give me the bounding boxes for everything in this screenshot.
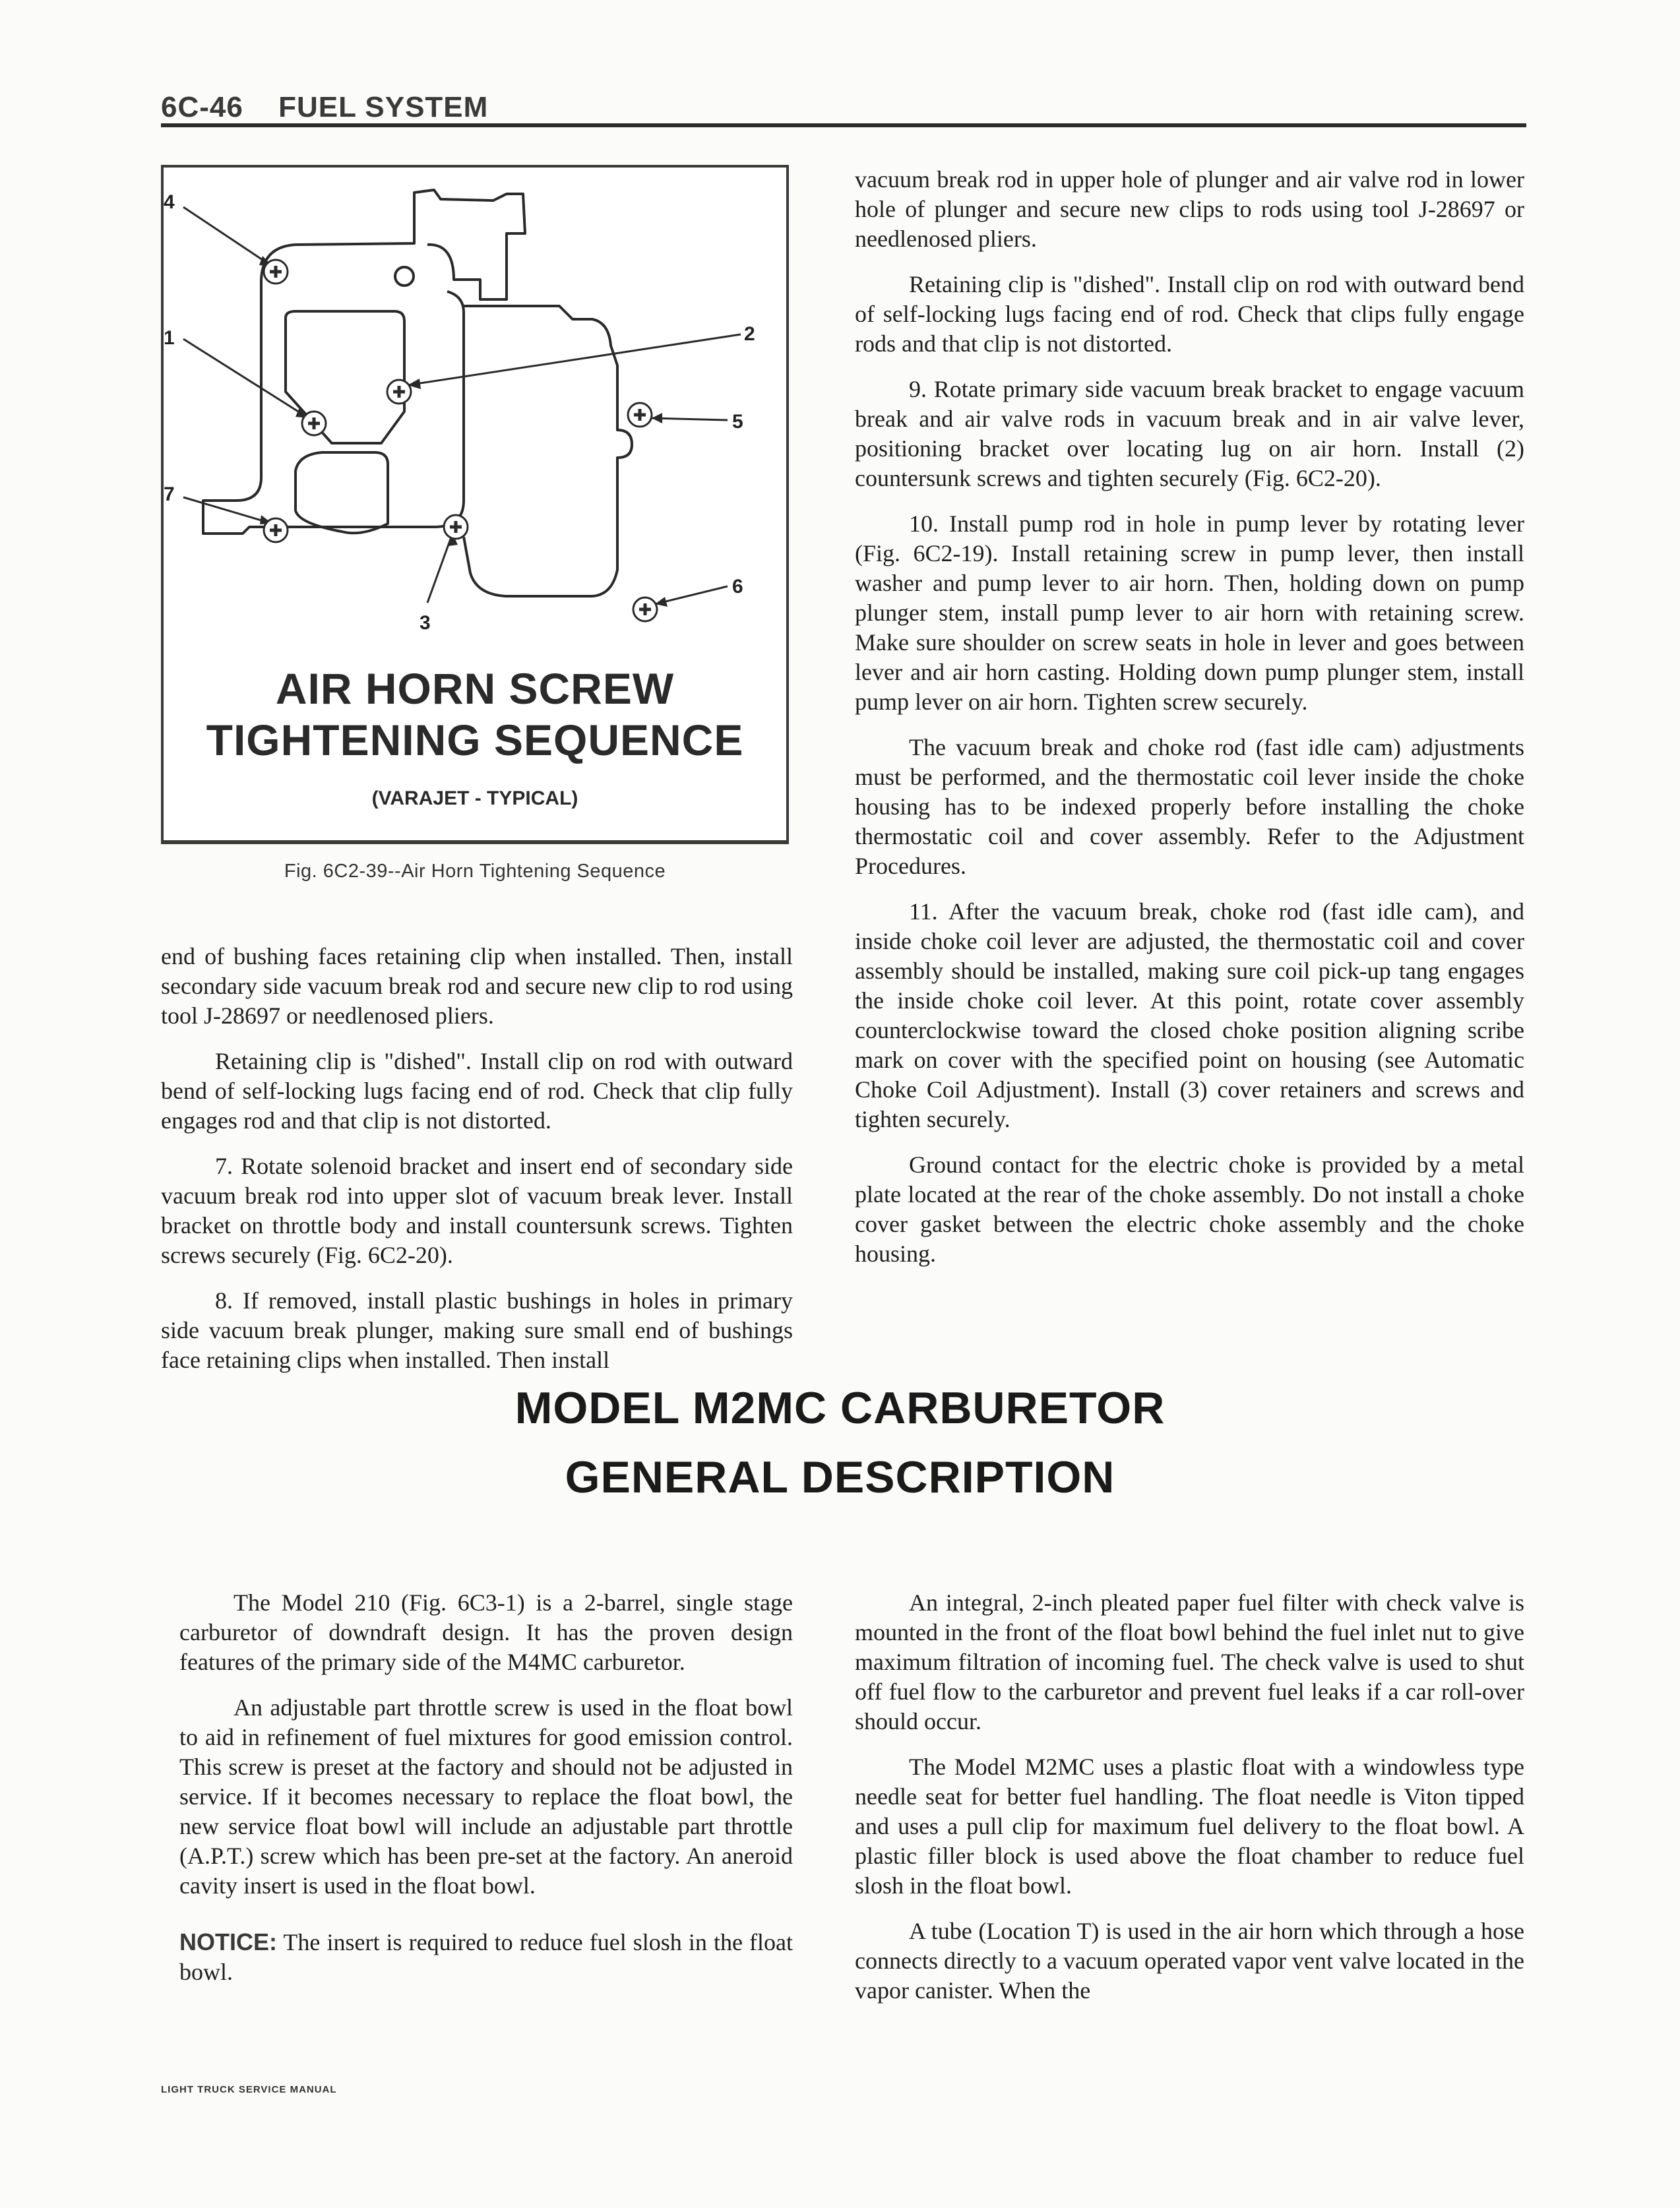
leader-5 [652, 418, 728, 420]
paragraph: 11. After the vacuum break, choke rod (fast idle cam), and inside choke coil lever are adjusted, the thermostatic coil and cover assembly should be installed, making sure coil pick-up tang engages the inside choke coil lever. At this point, rotate cover assembly counterclockwise toward the closed choke position aligning scribe mark on cover with the specified point on housing (see Automatic Choke Coil Adjustment). Install (3) cover retainers and screws and tighten securely. [855, 898, 1524, 1132]
right-column-top [855, 165, 1524, 1285]
paragraph: The Model M2MC uses a plastic float with a windowless type needle seat for better fuel handling. The float needle is Viton tipped and uses a pull clip for maximum fuel delivery to the float bowl. A plastic filler block is used above the float chamber to reduce fuel slosh in the float bowl. [855, 1754, 1524, 1899]
air-horn-casting-outline [261, 190, 525, 299]
paragraph: The Model 210 (Fig. 6C3-1) is a 2-barrel, single stage carburetor of downdraft design. It has the proven design features of the primary side of the M4MC carburetor. [179, 1589, 793, 1675]
label-4: 4 [164, 191, 175, 213]
label-5: 5 [732, 411, 743, 433]
notice-paragraph [179, 1927, 793, 1987]
label-2: 2 [744, 323, 755, 345]
right-column-bottom [855, 1588, 1524, 2021]
label-3: 3 [420, 612, 431, 634]
float-bowl-outline [464, 306, 632, 596]
leader-3 [427, 534, 452, 603]
screw-2 [387, 380, 411, 404]
paragraph: Retaining clip is "dished". Install clip on rod with outward bend of self-locking lugs facing end of rod. Check that clip fully engages rod and that clip is not distorted. [161, 1048, 793, 1134]
screw-1 [302, 412, 326, 435]
screw-3 [444, 515, 468, 539]
paragraph: 9. Rotate primary side vacuum break bracket to engage vacuum break and air valve rods in vacuum break and in air valve lever, positioning bracket over locating lug on air horn. Install (2) countersunk screws and tighten securely (Fig. 6C2-20). [855, 376, 1524, 491]
notice-label: NOTICE: [179, 1928, 277, 1955]
vent-hole [395, 267, 414, 286]
header-rule [161, 123, 1526, 127]
page-header [161, 91, 488, 124]
paragraph: end of bushing faces retaining clip when installed. Then, install secondary side vacuum break rod and secure new clip to rod using tool J-28697 or needlenosed pliers. [161, 943, 793, 1029]
paragraph: An adjustable part throttle screw is used in the float bowl to aid in refinement of fuel mixtures for good emission control. This screw is preset at the factory and should not be adjusted in service. If it becomes necessary to replace the float bowl, the new service float bowl will include an adjustable part throttle (A.P.T.) screw which has been pre-set at the factory. An aneroid cavity insert is used in the float bowl. [179, 1694, 793, 1899]
paragraph: An integral, 2-inch pleated paper fuel filter with check valve is mounted in the front of the float bowl behind the fuel inlet nut to give maximum filtration of incoming fuel. The check valve is used to shut off fuel flow to the carburetor and prevent fuel leaks if a car roll-over should occur. [855, 1589, 1524, 1734]
figure-subtitle: (VARAJET - TYPICAL) [371, 787, 578, 809]
leader-2 [408, 334, 741, 385]
screw-7 [264, 518, 288, 542]
screw-6 [633, 598, 657, 621]
screw-4 [264, 260, 288, 284]
leader-1 [183, 339, 309, 418]
section-name: FUEL SYSTEM [278, 91, 489, 123]
left-column-bottom [179, 1588, 793, 2003]
paragraph: Ground contact for the electric choke is provided by a metal plate located at the rear of the choke assembly. Do not install a choke cover gasket between the electric choke assembly and the choke housing. [855, 1151, 1524, 1267]
paragraph: The vacuum break and choke rod (fast idle cam) adjustments must be performed, and the thermostatic coil lever inside the choke housing has to be indexed properly before installing the choke thermostatic coil and cover assembly. Refer to the Adjustment Procedures. [855, 734, 1524, 879]
paragraph: A tube (Location T) is used in the air horn which through a hose connects directly to a vacuum operated vapor vent valve located in the vapor canister. When the [855, 1918, 1524, 2004]
paragraph: 8. If removed, install plastic bushings in holes in primary side vacuum break plunger, making sure small end of bushings face retaining clips when installed. Then install [161, 1287, 793, 1373]
left-column-top [161, 942, 793, 1391]
paragraph: Retaining clip is "dished". Install clip on rod with outward bend of self-locking lugs facing end of rod. Check that clips fully engage rods and that clip is not distorted. [855, 271, 1524, 357]
screw-5 [628, 403, 652, 427]
screw-heads [264, 260, 657, 621]
air-horn-body-outline [203, 280, 464, 534]
footer-manual-name: LIGHT TRUCK SERVICE MANUAL [161, 2084, 337, 2095]
figure-title-line2: TIGHTENING SEQUENCE [206, 716, 744, 764]
label-6: 6 [732, 576, 743, 598]
figure-title-line1: AIR HORN SCREW [275, 664, 675, 713]
page-number: 6C-46 [161, 91, 243, 123]
notice-text: The insert is required to reduce fuel slosh in the float bowl. [179, 1929, 793, 1985]
paragraph: 10. Install pump rod in hole in pump lever by rotating lever (Fig. 6C2-19). Install retaining screw in pump lever, then install washer and pump lever to air horn. Then, holding down on pump plunger stem, install pump lever to air horn with retaining screw. Make sure shoulder on screw seats in hole in lever and goes between lever and air horn casting. Holding down pump plunger stem, install pump lever on air horn. Tighten screw securely. [855, 510, 1524, 715]
section-title-line2: GENERAL DESCRIPTION [565, 1452, 1115, 1502]
figure-caption: Fig. 6C2-39--Air Horn Tightening Sequence [284, 861, 666, 882]
section-title-line1: MODEL M2MC CARBURETOR [514, 1383, 1166, 1433]
leader-4 [183, 207, 272, 266]
label-1: 1 [164, 327, 175, 349]
figure-air-horn-tightening [161, 165, 789, 844]
paragraph: vacuum break rod in upper hole of plunger and air valve rod in lower hole of plunger and secure new clips to rods using tool J-28697 or needlenosed pliers. [855, 166, 1524, 252]
secondary-barrel [296, 452, 388, 533]
label-7: 7 [164, 483, 175, 505]
paragraph: 7. Rotate solenoid bracket and insert end of secondary side vacuum break rod into upper slot of vacuum break lever. Install bracket on throttle body and install countersunk screws. Tighten screws securely (Fig. 6C2-20). [161, 1153, 793, 1268]
